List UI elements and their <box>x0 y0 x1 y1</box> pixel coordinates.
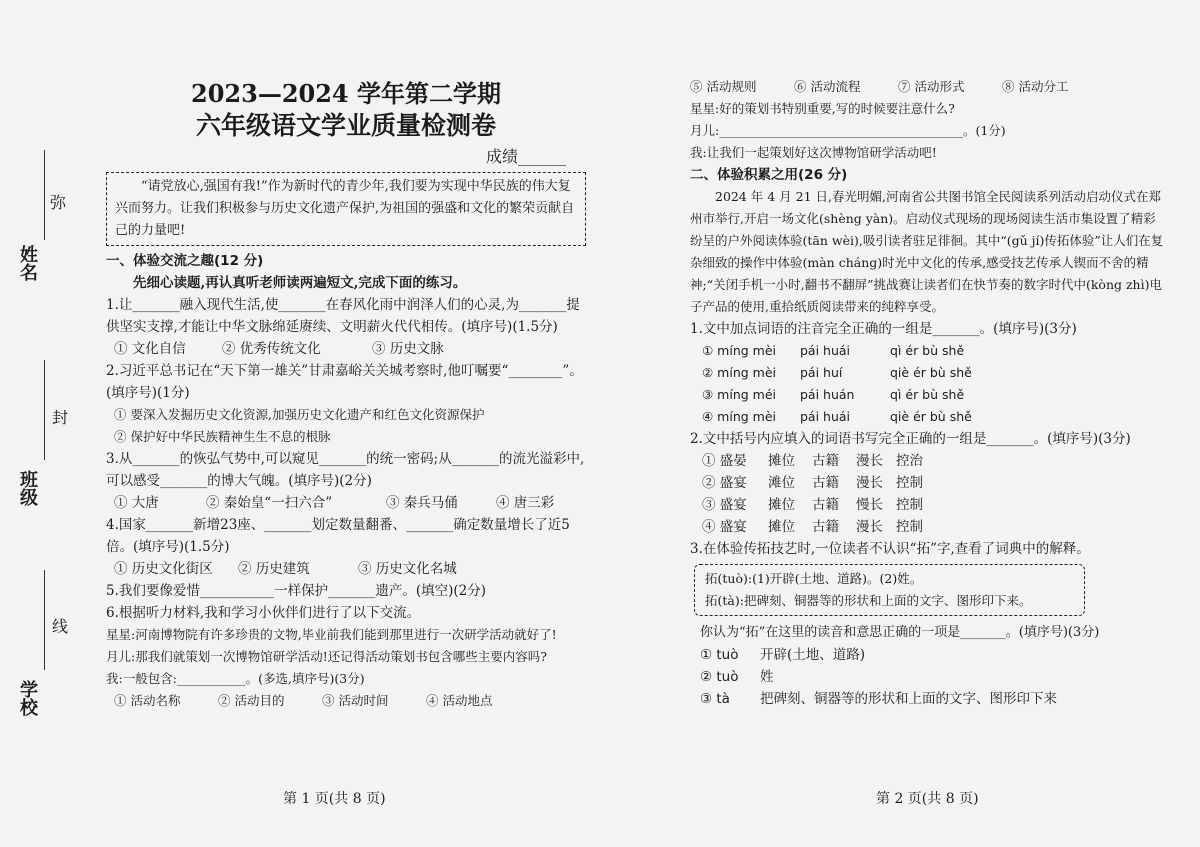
option-meaning: 开辟(土地、道路) <box>760 647 866 663</box>
option-pinyin: pái huái <box>800 343 851 358</box>
section-1-heading: 一、体验交流之趣(12 分) <box>106 253 264 269</box>
dialog-xingxing: 星星:河南博物院有许多珍贵的文物,毕业前我们能到那里进行一次研学活动就好了! <box>106 627 557 642</box>
q2-1-options <box>690 340 1165 428</box>
option: ② 历史建筑 <box>238 561 310 577</box>
option-pinyin: qiè ér bù shě <box>890 365 972 380</box>
q1-3-options <box>106 492 586 514</box>
option: ⑧ 活动分工 <box>1002 79 1069 94</box>
section-1-instruction: 先细心读题,再认真听老师读两遍短文,完成下面的练习。 <box>133 275 467 291</box>
option-word: 控治 <box>896 453 923 469</box>
option-pinyin: qiè ér bù shě <box>890 409 972 424</box>
question-2-3: 3.在体验传拓技艺时,一位读者不认识“拓”字,查看了词典中的解释。 <box>690 541 1090 557</box>
question-1-6: 6.根据听力材料,我和学习小伙伴们进行了以下交流。 <box>106 605 421 621</box>
question-1-4: 4.国家_______新增23座、_______划定数量翻番、_______确定数量增长了近5倍。(填序号)(1.5分) <box>106 517 570 555</box>
option: ② 优秀传统文化 <box>222 341 321 357</box>
page-1-column <box>106 78 586 712</box>
option-row <box>702 384 1165 406</box>
q1-6-options-continued <box>690 76 1165 98</box>
name-label: 姓名 <box>17 245 38 281</box>
question-1-1: 1.让_______融入现代生活,使_______在春风化雨中润泽人们的心灵,为_______提供坚实支撑,才能让中华文脉绵延赓续、文明薪火代代相传。(填序号)(1.5分) <box>106 297 580 335</box>
option-word: 古籍 <box>812 453 839 469</box>
option-pinyin: qì ér bù shě <box>890 343 965 358</box>
option-pinyin: ④ míng mèi <box>702 409 776 424</box>
option-word: ③ 盛宴 <box>702 497 747 513</box>
option: ④ 活动地点 <box>426 693 493 708</box>
option-word: 滩位 <box>768 475 795 491</box>
option-word: 漫长 <box>856 519 883 535</box>
score-field[interactable]: 成绩______ <box>485 147 566 166</box>
question-1-2: 2.习近平总书记在“天下第一雄关”甘肃嘉峪关关城考察时,他叮嘱要“________”。(填序号)(1分) <box>106 363 583 401</box>
page-number-1: 第 1 页(共 8 页) <box>283 791 386 807</box>
binding-margin <box>0 0 95 847</box>
dialog-me: 我:一般包含:___________。(多选,填序号)(3分) <box>106 671 365 686</box>
option: ③ 秦兵马俑 <box>386 495 458 511</box>
option-word: 古籍 <box>812 497 839 513</box>
option: ③ 活动时间 <box>322 693 389 708</box>
option-word: 慢长 <box>856 497 883 513</box>
dialog-xingxing-2: 星星:好的策划书特别重要,写的时候要注意什么? <box>690 101 955 116</box>
option-word: 漫长 <box>856 453 883 469</box>
option-pinyin: ③ míng méi <box>702 387 776 402</box>
option-pinyin: ③ tà <box>700 691 730 707</box>
option: ⑦ 活动形式 <box>898 79 965 94</box>
option-row <box>702 450 1165 472</box>
option: ⑥ 活动流程 <box>794 79 861 94</box>
dialog-me-2: 我:让我们一起策划好这次博物馆研学活动吧! <box>690 145 937 160</box>
option-row <box>700 666 1165 688</box>
question-1-3: 3.从_______的恢弘气势中,可以窥见_______的统一密码;从_______的流光溢彩中,可以感受_______的博大气魄。(填序号)(2分) <box>106 451 585 489</box>
option-pinyin: ① tuò <box>700 647 739 663</box>
option-pinyin: pái huí <box>800 365 843 380</box>
dialog-yueer-2[interactable]: 月儿:_______________________________________。(1分) <box>690 123 1006 138</box>
q2-2-options <box>690 450 1165 538</box>
option-pinyin: qì ér bù shě <box>890 387 965 402</box>
dict-entry-ta: 拓(tà):把碑刻、铜器等的形状和上面的文字、图形印下来。 <box>705 593 1032 608</box>
seal-char-xian: 线 <box>52 617 69 636</box>
question-2-1: 1.文中加点词语的注音完全正确的一组是_______。(填序号)(3分) <box>690 321 1077 337</box>
option-word: 控制 <box>896 497 923 513</box>
option-word: 古籍 <box>812 519 839 535</box>
q2-3-options <box>690 644 1165 710</box>
option: ① 大唐 <box>114 495 159 511</box>
option-row <box>702 362 1165 384</box>
option-row <box>702 340 1165 362</box>
option: ⑤ 活动规则 <box>690 79 757 94</box>
option-pinyin: pái huái <box>800 409 851 424</box>
option-word: 控制 <box>896 475 923 491</box>
option: ② 活动目的 <box>218 693 285 708</box>
option-word: 古籍 <box>812 475 839 491</box>
option-word: 控制 <box>896 519 923 535</box>
option-word: ① 盛晏 <box>702 453 747 469</box>
option: ① 历史文化街区 <box>114 561 213 577</box>
option-row <box>702 516 1165 538</box>
option-pinyin: ② míng mèi <box>702 365 776 380</box>
option-row <box>702 406 1165 428</box>
page-2-column <box>690 76 1165 710</box>
option: ② 保护好中华民族精神生生不息的根脉 <box>114 429 331 444</box>
page-number-2: 第 2 页(共 8 页) <box>876 791 979 807</box>
dictionary-box <box>694 564 1085 616</box>
class-line <box>44 360 45 460</box>
option-row <box>700 688 1165 710</box>
option: ③ 历史文化名城 <box>358 561 457 577</box>
question-2-3-ask: 你认为“拓”在这里的读音和意思正确的一项是_______。(填序号)(3分) <box>700 625 1100 640</box>
name-line <box>44 150 45 240</box>
option-row <box>702 494 1165 516</box>
dict-entry-tuo: 拓(tuò):(1)开辟(土地、道路)。(2)姓。 <box>705 571 923 586</box>
question-1-5: 5.我们要像爱惜___________一样保护_______遗产。(填空)(2分) <box>106 583 487 599</box>
dialog-yueer: 月儿:那我们就策划一次博物馆研学活动!还记得活动策划书包含哪些主要内容吗? <box>106 649 547 664</box>
exam-title-main: 六年级语文学业质量检测卷 <box>195 111 496 140</box>
option-word: ④ 盛宴 <box>702 519 747 535</box>
option: ② 秦始皇“一扫六合” <box>206 495 333 511</box>
option-pinyin: ② tuò <box>700 669 739 685</box>
option-pinyin: pái huán <box>800 387 855 402</box>
intro-box: “请党放心,强国有我!”作为新时代的青少年,我们要为实现中华民族的伟大复兴而努力。让我们积极参与历史文化遗产保护,为祖国的强盛和文化的繁荣贡献自己的力量吧! <box>106 172 586 246</box>
seal-char-mi: 弥 <box>50 193 67 212</box>
option-row <box>702 472 1165 494</box>
option-pinyin: ① míng mèi <box>702 343 776 358</box>
section-2-heading: 二、体验积累之用(26 分) <box>690 167 848 183</box>
q1-1-options <box>106 338 586 360</box>
option: ④ 唐三彩 <box>496 495 555 511</box>
option: ① 活动名称 <box>114 693 181 708</box>
school-line <box>44 570 45 670</box>
option-meaning: 姓 <box>760 669 774 685</box>
option-word: 摊位 <box>768 519 795 535</box>
q1-6-options <box>106 690 586 712</box>
option-row <box>700 644 1165 666</box>
option-word: ② 盛宴 <box>702 475 747 491</box>
option-word: 摊位 <box>768 497 795 513</box>
class-label: 班级 <box>17 470 38 506</box>
question-2-2: 2.文中括号内应填入的词语书写完全正确的一组是_______。(填序号)(3分) <box>690 431 1131 447</box>
option: ③ 历史文脉 <box>372 341 444 357</box>
option-meaning: 把碑刻、铜器等的形状和上面的文字、图形印下来 <box>760 691 1057 707</box>
school-label: 学校 <box>17 680 38 716</box>
q1-4-options <box>106 558 586 580</box>
option-word: 漫长 <box>856 475 883 491</box>
option-word: 摊位 <box>768 453 795 469</box>
seal-char-feng: 封 <box>52 408 69 427</box>
option: ① 文化自信 <box>114 341 186 357</box>
reading-passage: 2024 年 4 月 21 日,春光明媚,河南省公共图书馆全民阅读系列活动启动仪式在郑州市举行,开启一场文化(shèng yàn)。启动仪式现场的现场阅读生活市集设置了精彩纷呈的户外阅读体验(tān wèi),吸引读者驻足徘徊。其中“(gǔ jí)传拓体验”让人们在复杂细致的操作中体验(màn cháng)时光中文化的传承,感受技艺传承人锲而不舍的精神;“关闭手机一小时,翻书不翻屏”挑战赛让读者们在快节奏的数字时代中(kòng zhì)电子产品的使用,重拾纸质阅读带来的纯粹享受。 <box>690 189 1164 314</box>
exam-title-year: 2023—2024 学年第二学期 <box>191 79 501 108</box>
option: ① 要深入发掘历史文化资源,加强历史文化遗产和红色文化资源保护 <box>114 407 485 422</box>
